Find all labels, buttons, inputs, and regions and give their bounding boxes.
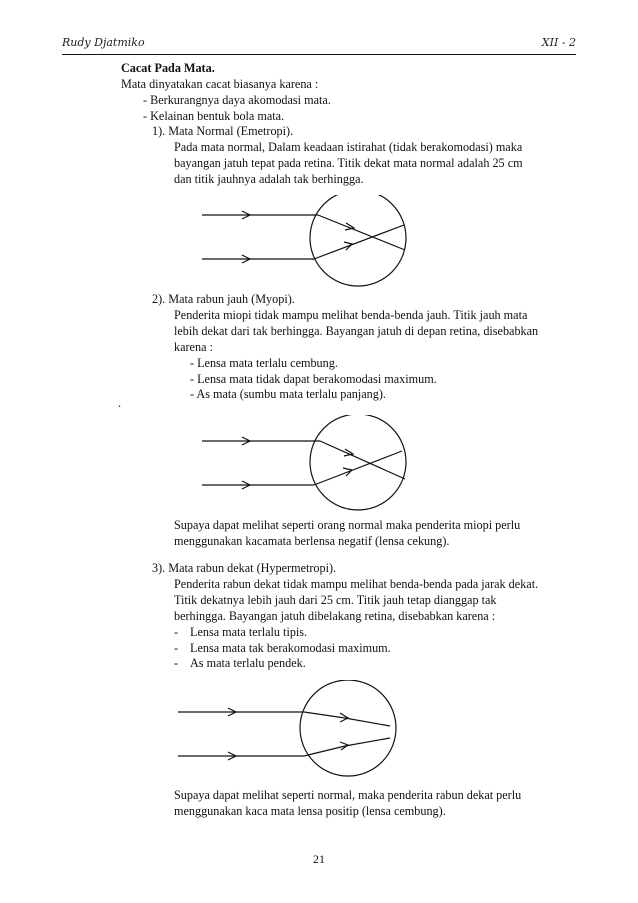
stray-dot: .	[118, 396, 122, 410]
section-3-bullet-dash: -	[174, 625, 179, 639]
section-3-line: Penderita rabun dekat tidak mampu melihat benda-benda pada jarak dekat.	[174, 577, 539, 591]
refracted-ray	[314, 225, 404, 259]
page-number: 21	[313, 852, 325, 866]
header-code: XII - 2	[541, 36, 576, 49]
section-2-after: menggunakan kacamata berlensa negatif (lensa cekung).	[174, 534, 450, 548]
refracted-ray	[314, 451, 402, 485]
section-1-heading: 1). Mata Normal (Emetropi).	[152, 124, 294, 138]
refracted-ray	[304, 738, 390, 756]
section-1-line: Pada mata normal, Dalam keadaan istirahat (tidak berakomodasi) maka	[174, 140, 523, 154]
refracted-ray	[320, 441, 405, 479]
section-3-bullet: Lensa mata tak berakomodasi maximum.	[190, 641, 391, 655]
cause-item: - Berkurangnya daya akomodasi mata.	[143, 93, 331, 107]
section-2-line: karena :	[174, 340, 213, 354]
header-rule	[62, 54, 576, 55]
section-3-bullet: As mata terlalu pendek.	[190, 656, 306, 670]
section-2-bullet: - As mata (sumbu mata terlalu panjang).	[190, 387, 386, 401]
section-2-bullet: - Lensa mata tidak dapat berakomodasi maximum.	[190, 372, 437, 386]
section-1-line: dan titik jauhnya adalah tak berhingga.	[174, 172, 364, 186]
eyeball	[310, 415, 406, 510]
section-3-after: Supaya dapat melihat seperti normal, maka penderita rabun dekat perlu	[174, 788, 522, 802]
myopia-eye-diagram	[180, 415, 420, 511]
section-2-heading: 2). Mata rabun jauh (Myopi).	[152, 292, 295, 306]
section-3-line: berhingga. Bayangan jatuh dibelakang retina, disebabkan karena :	[174, 609, 496, 623]
section-2-bullet: - Lensa mata terlalu cembung.	[190, 356, 338, 370]
eyeball	[310, 195, 406, 286]
section-title: Cacat Pada Mata.	[121, 61, 215, 75]
section-3-bullet-dash: -	[174, 656, 179, 670]
eyeball	[300, 680, 396, 776]
section-3-heading: 3). Mata rabun dekat (Hypermetropi).	[152, 561, 337, 575]
cause-item: - Kelainan bentuk bola mata.	[143, 109, 285, 123]
section-3-bullet: Lensa mata terlalu tipis.	[190, 625, 308, 639]
section-3-bullet-dash: -	[174, 641, 179, 655]
section-2-line: lebih dekat dari tak berhingga. Bayangan jatuh di depan retina, disebabkan	[174, 324, 539, 338]
header-author: Rudy Djatmiko	[62, 36, 145, 49]
section-1-line: bayangan jatuh tepat pada retina. Titik dekat mata normal adalah 25 cm	[174, 156, 523, 170]
section-2-line: Penderita miopi tidak mampu melihat benda-benda jauh. Titik jauh mata	[174, 308, 528, 322]
section-2-after: Supaya dapat melihat seperti orang normal maka penderita miopi perlu	[174, 518, 521, 532]
refracted-ray	[318, 215, 405, 250]
intro-text: Mata dinyatakan cacat biasanya karena :	[121, 77, 319, 91]
section-3-line: Titik dekatnya lebih jauh dari 25 cm. Titik jauh tetap dianggap tak	[174, 593, 497, 607]
normal-eye-diagram	[180, 195, 420, 291]
section-3-after: menggunakan kaca mata lensa positip (lensa cembung).	[174, 804, 446, 818]
hypermetropia-eye-diagram	[170, 680, 420, 780]
